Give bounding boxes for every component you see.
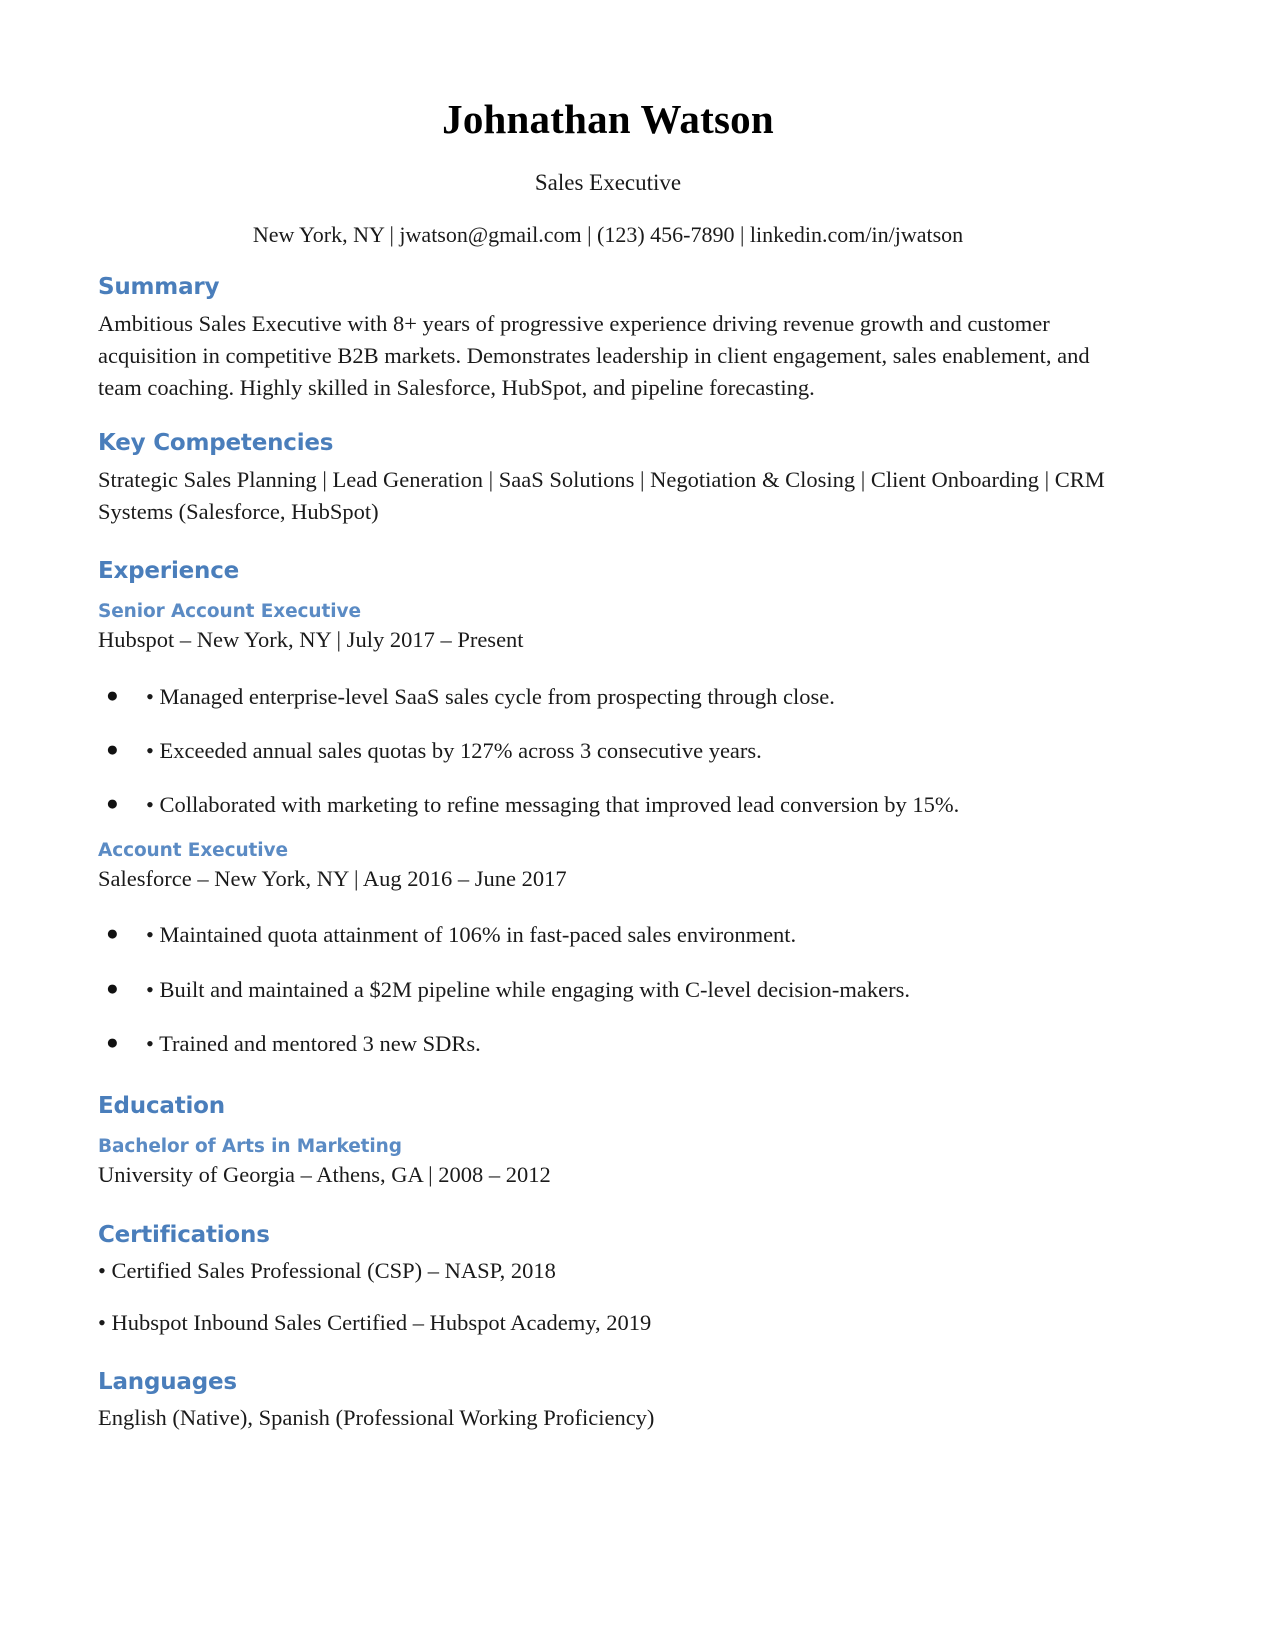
list-item [98,920,1118,950]
bullet-text: • Managed enterprise-level SaaS sales cycle from prospecting through close. [146,683,835,709]
experience-entry [98,839,1118,1060]
section-heading-certifications: Certifications [98,1222,270,1249]
section-heading-experience: Experience [98,558,240,585]
list-item [98,790,1118,820]
certification-list [98,1256,1118,1339]
job-company-location-dates: Salesforce – New York, NY | Aug 2016 – June 2017 [98,865,567,891]
bullet-text: • Maintained quota attainment of 106% in fast-paced sales environment. [146,922,797,948]
languages-text: English (Native), Spanish (Professional Working Proficiency) [98,1405,655,1431]
resume-content [98,0,1118,1434]
key-competencies-text: Strategic Sales Planning | Lead Generation | SaaS Solutions | Negotiation & Closing | Client Onboarding | CRM Systems (Salesforce, HubSpot) [98,467,1105,525]
section-heading-languages: Languages [98,1368,237,1395]
education-entry [98,1135,1118,1191]
section-languages [98,1369,1118,1435]
list-item [98,975,1118,1005]
list-item [98,736,1118,766]
job-company-location-dates: Hubspot – New York, NY | July 2017 – Present [98,627,524,653]
candidate-job-title: Sales Executive [534,170,682,196]
candidate-contact-line: New York, NY | jwatson@gmail.com | (123) 456-7890 | linkedin.com/in/jwatson [252,221,964,247]
section-summary [98,274,1118,404]
bullet-marker-icon: ● [106,736,119,761]
list-item [98,682,1118,712]
education-school-location-dates: University of Georgia – Athens, GA | 2008 – 2012 [98,1161,551,1187]
section-key-competencies [98,430,1118,528]
bullet-text: • Trained and mentored 3 new SDRs. [146,1030,481,1056]
section-heading-key-competencies: Key Competencies [98,430,334,457]
bullet-marker-icon: ● [106,975,119,1000]
section-experience [98,558,1118,1059]
bullet-text: • Exceeded annual sales quotas by 127% across 3 consecutive years. [146,737,762,763]
list-item [98,1029,1118,1059]
bullet-text: • Built and maintained a $2M pipeline while engaging with C-level decision-makers. [146,976,910,1002]
experience-entry [98,600,1118,821]
bullet-text: • Collaborated with marketing to refine messaging that improved lead conversion by 15%. [146,792,960,818]
job-title: Account Executive [98,839,288,861]
resume-header [98,0,1118,248]
section-heading-summary: Summary [98,274,220,301]
job-bullet-list [98,920,1118,1059]
job-bullet-list [98,682,1118,821]
job-title: Senior Account Executive [98,601,361,622]
section-education [98,1093,1118,1190]
education-degree: Bachelor of Arts in Marketing [98,1135,402,1157]
bullet-marker-icon: ● [106,791,119,816]
candidate-name: Johnathan Watson [442,96,774,142]
bullet-marker-icon: ● [106,682,119,707]
summary-text: Ambitious Sales Executive with 8+ years of progressive experience driving revenue growth and customer acquisition in competitive B2B markets. Demonstrates leadership in client engagement, sales enablement, and team coaching. Highly skilled in Salesforce, HubSpot, and pipeline forecasting. [98,310,1090,401]
bullet-marker-icon: ● [106,921,119,946]
list-item: • Hubspot Inbound Sales Certified – Hubspot Academy, 2019 [98,1310,652,1336]
list-item: • Certified Sales Professional (CSP) – NASP, 2018 [98,1257,556,1283]
section-heading-education: Education [98,1093,225,1120]
section-certifications [98,1222,1118,1338]
bullet-marker-icon: ● [106,1029,119,1054]
